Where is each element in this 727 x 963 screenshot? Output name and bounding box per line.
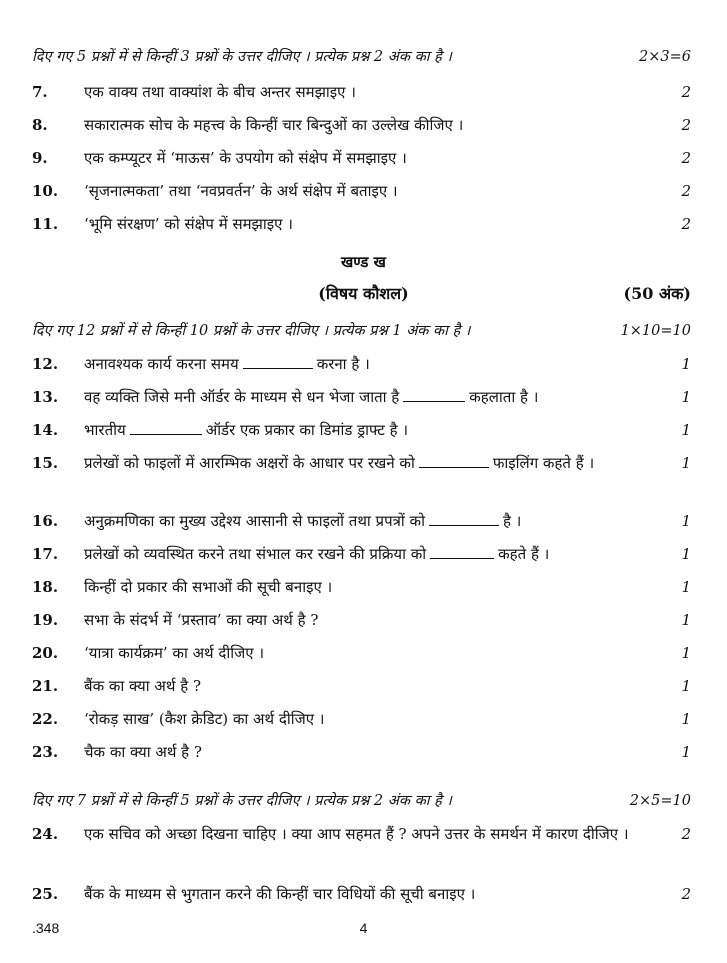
question-marks: 2 [681, 182, 691, 200]
answer-blank [430, 543, 494, 559]
instruction-marks: 1×10=10 [620, 323, 691, 339]
question-marks: 1 [681, 743, 691, 761]
question-text: सभा के संदर्भ में ‘प्रस्ताव’ का क्या अर्थ है ? [84, 611, 319, 629]
instruction-marks: 2×5=10 [629, 793, 691, 809]
question-number: 11. [32, 215, 59, 233]
instruction-line [32, 320, 691, 340]
question-text: प्रलेखों को फाइलों में आरम्भिक अक्षरों के आधार पर रखने को [84, 454, 415, 472]
question-text: एक वाक्य तथा वाक्यांश के बीच अन्तर समझाइए । [84, 83, 356, 101]
question-marks: 1 [681, 644, 691, 662]
question-15 [32, 451, 691, 475]
question-text: अनावश्यक कार्य करना समय [84, 355, 239, 373]
question-text-end: कहते हैं । [498, 545, 550, 563]
paper-code: .348 [32, 920, 60, 936]
question-text: अनुक्रमणिका का मुख्य उद्देश्य आसानी से फाइलों तथा प्रपत्रों को [84, 512, 425, 530]
question-11 [32, 212, 691, 236]
question-19 [32, 608, 691, 632]
question-text-end: ऑर्डर एक प्रकार का डिमांड ड्राफ्ट है । [205, 421, 409, 439]
question-text: सकारात्मक सोच के महत्त्व के किन्हीं चार बिन्दुओं का उल्लेख कीजिए । [84, 116, 464, 134]
question-text: एक सचिव को अच्छा दिखना चाहिए । क्या आप सहमत हैं ? अपने उत्तर के समर्थन में कारण दीजिए । [84, 825, 629, 843]
instruction-text: दिए गए 5 प्रश्नों में से किन्हीं 3 प्रश्नों के उत्तर दीजिए । प्रत्येक प्रश्न 2 अंक का है । [32, 49, 452, 65]
question-marks: 1 [681, 578, 691, 596]
instruction-line [32, 790, 691, 810]
answer-blank [419, 452, 489, 468]
instruction-marks: 2×3=6 [639, 49, 691, 65]
question-number: 24. [32, 825, 59, 843]
question-text: ‘भूमि संरक्षण’ को संक्षेप में समझाइए । [84, 215, 293, 233]
question-marks: 1 [681, 677, 691, 695]
question-text: ‘यात्रा कार्यक्रम’ का अर्थ दीजिए । [84, 644, 265, 662]
question-14 [32, 418, 691, 442]
question-number: 23. [32, 743, 59, 761]
question-20 [32, 641, 691, 665]
question-9 [32, 146, 691, 170]
question-18 [32, 575, 691, 599]
question-text: बैंक का क्या अर्थ है ? [84, 677, 201, 695]
question-22 [32, 707, 691, 731]
answer-blank [130, 419, 202, 435]
question-21 [32, 674, 691, 698]
section-marks: (50 अंक) [623, 284, 691, 303]
question-number: 7. [32, 83, 48, 101]
question-10 [32, 179, 691, 203]
section-title: खण्ड ख [341, 253, 386, 271]
question-number: 8. [32, 116, 48, 134]
question-marks: 1 [681, 545, 691, 563]
question-marks: 1 [681, 611, 691, 629]
question-number: 18. [32, 578, 59, 596]
question-marks: 1 [681, 355, 691, 373]
question-marks: 2 [681, 83, 691, 101]
instruction-line [32, 46, 691, 66]
question-text: प्रलेखों को व्यवस्थित करने तथा संभाल कर रखने की प्रक्रिया को [84, 545, 427, 563]
question-text-end: है । [502, 512, 522, 530]
question-12 [32, 352, 691, 376]
page-number: 4 [359, 920, 368, 936]
question-marks: 2 [681, 116, 691, 134]
question-number: 10. [32, 182, 59, 200]
question-25 [32, 882, 691, 906]
question-16 [32, 509, 691, 533]
question-text: ‘सृजनात्मकता’ तथा ‘नवप्रवर्तन’ के अर्थ संक्षेप में बताइए । [84, 182, 398, 200]
section-subtitle: (विषय कौशल) [318, 284, 409, 303]
question-marks: 2 [681, 885, 691, 903]
question-marks: 1 [681, 421, 691, 439]
question-text: एक कम्प्यूटर में ‘माऊस’ के उपयोग को संक्षेप में समझाइए । [84, 149, 407, 167]
question-17 [32, 542, 691, 566]
question-marks: 1 [681, 388, 691, 406]
question-number: 17. [32, 545, 59, 563]
question-marks: 1 [681, 454, 691, 472]
question-marks: 1 [681, 512, 691, 530]
question-number: 21. [32, 677, 59, 695]
question-number: 15. [32, 454, 59, 472]
question-number: 12. [32, 355, 59, 373]
question-text: ‘रोकड़ साख’ (कैश क्रेडिट) का अर्थ दीजिए । [84, 710, 325, 728]
question-number: 20. [32, 644, 59, 662]
question-text: भारतीय [84, 421, 126, 439]
question-text: चैक का क्या अर्थ है ? [84, 743, 202, 761]
question-marks: 1 [681, 710, 691, 728]
question-number: 22. [32, 710, 59, 728]
question-number: 14. [32, 421, 59, 439]
question-8 [32, 113, 691, 137]
question-24 [32, 822, 691, 846]
question-marks: 2 [681, 825, 691, 843]
question-text-end: कहलाता है । [469, 388, 539, 406]
question-7 [32, 80, 691, 104]
question-number: 16. [32, 512, 59, 530]
answer-blank [429, 510, 499, 526]
question-marks: 2 [681, 149, 691, 167]
answer-blank [243, 353, 313, 369]
question-text: किन्हीं दो प्रकार की सभाओं की सूची बनाइए । [84, 578, 333, 596]
instruction-text: दिए गए 12 प्रश्नों में से किन्हीं 10 प्रश्नों के उत्तर दीजिए । प्रत्येक प्रश्न 1 अंक का है । [32, 323, 471, 339]
question-13 [32, 385, 691, 409]
question-text: बैंक के माध्यम से भुगतान करने की किन्हीं चार विधियों की सूची बनाइए । [84, 885, 476, 903]
question-text-end: फाइलिंग कहते हैं । [492, 454, 595, 472]
instruction-text: दिए गए 7 प्रश्नों में से किन्हीं 5 प्रश्नों के उत्तर दीजिए । प्रत्येक प्रश्न 2 अंक का है । [32, 793, 452, 809]
answer-blank [403, 386, 465, 402]
question-marks: 2 [681, 215, 691, 233]
question-number: 25. [32, 885, 59, 903]
question-text-end: करना है । [316, 355, 370, 373]
question-number: 13. [32, 388, 59, 406]
question-number: 9. [32, 149, 48, 167]
question-number: 19. [32, 611, 59, 629]
question-23 [32, 740, 691, 764]
question-text: वह व्यक्ति जिसे मनी ऑर्डर के माध्यम से धन भेजा जाता है [84, 388, 400, 406]
